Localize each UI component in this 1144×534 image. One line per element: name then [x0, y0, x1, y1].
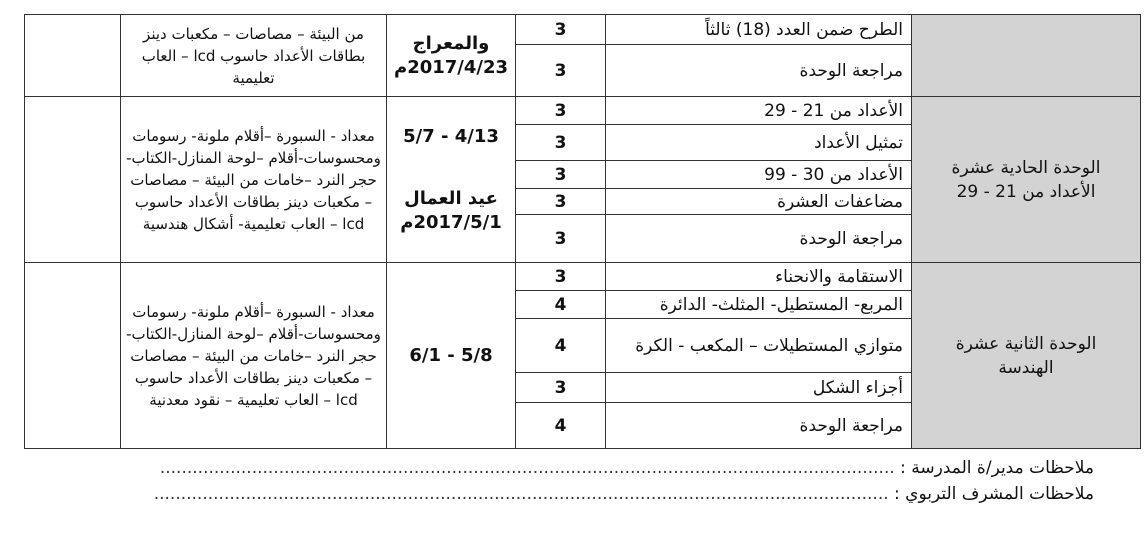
periods-cell: 3 — [516, 97, 606, 125]
supervisor-notes — [154, 484, 1094, 504]
principal-notes-label: ملاحظات مدير/ة المدرسة : — [900, 458, 1094, 478]
principal-notes-dots: ........................................................................................................................................ — [159, 458, 895, 478]
lesson-cell: مراجعة الوحدة — [606, 45, 912, 97]
date-line: 4/13 - 5/7 — [403, 125, 499, 147]
periods-cell: 3 — [516, 125, 606, 161]
periods-cell: 3 — [516, 161, 606, 189]
principal-notes — [160, 458, 1094, 478]
supervisor-notes-label: ملاحظات المشرف التربوي : — [894, 484, 1094, 504]
date-line: 2017/5/1م — [400, 211, 502, 233]
resources-cell: معداد - السبورة –أقلام ملونة- رسومات ومحسوسات-أقلام –لوحة المنازل-الكتاب- حجر النرد –خامات من البيئة – مصاصات – مكعبات دينز بطاقات الأعداد حاسوب lcd – العاب تعليمية- أشكال هندسية — [121, 97, 387, 263]
unit-cell — [912, 97, 1141, 263]
lesson-cell: المربع- المستطيل- المثلث- الدائرة — [606, 291, 912, 319]
lesson-cell: متوازي المستطيلات – المكعب - الكرة — [606, 319, 912, 373]
date-cell — [387, 15, 516, 97]
date-line: عيد العمال — [404, 187, 498, 209]
periods-cell: 3 — [516, 373, 606, 403]
table-row — [25, 263, 1141, 291]
date-line: والمعراج — [412, 32, 490, 54]
periods-cell: 3 — [516, 215, 606, 263]
unit-cell — [912, 15, 1141, 97]
lesson-cell: مراجعة الوحدة — [606, 215, 912, 263]
lesson-cell: الاستقامة والانحناء — [606, 263, 912, 291]
unit-cell — [912, 263, 1141, 449]
resources-cell: معداد - السبورة –أقلام ملونة- رسومات ومحسوسات-أقلام –لوحة المنازل-الكتاب- حجر النرد –خامات من البيئة – مصاصات – مكعبات دينز بطاقات الأعداد حاسوب lcd – العاب تعليمية – نقود معدنية — [121, 263, 387, 449]
periods-cell: 4 — [516, 291, 606, 319]
empty-cell — [25, 263, 121, 449]
resources-cell: من البيئة – مصاصات – مكعبات دينز بطاقات الأعداد حاسوب lcd – العاب تعليمية — [121, 15, 387, 97]
lesson-cell: الأعداد من 21 - 29 — [606, 97, 912, 125]
plan-table — [24, 14, 1141, 449]
table-row — [25, 97, 1141, 125]
supervisor-notes-dots: ........................................................................................................................................ — [153, 484, 889, 504]
lesson-cell: الطرح ضمن العدد (18) ثالثاً — [606, 15, 912, 45]
unit-subtitle: الهندسة — [998, 357, 1054, 378]
periods-cell: 3 — [516, 189, 606, 215]
empty-cell — [25, 97, 121, 263]
periods-cell: 3 — [516, 45, 606, 97]
lesson-cell: تمثيل الأعداد — [606, 125, 912, 161]
periods-cell: 3 — [516, 15, 606, 45]
unit-title: الوحدة الثانية عشرة — [955, 333, 1097, 354]
table-row — [25, 15, 1141, 45]
unit-subtitle: الأعداد من 21 - 29 — [956, 181, 1096, 202]
periods-cell: 3 — [516, 263, 606, 291]
empty-cell — [25, 15, 121, 97]
unit-title: الوحدة الحادية عشرة — [951, 157, 1101, 178]
lesson-cell: مراجعة الوحدة — [606, 403, 912, 449]
date-line: 2017/4/23م — [393, 56, 509, 78]
periods-cell: 4 — [516, 319, 606, 373]
date-cell — [387, 97, 516, 263]
lesson-cell: الأعداد من 30 - 99 — [606, 161, 912, 189]
date-cell: 5/8 - 6/1 — [387, 263, 516, 449]
lesson-cell: أجزاء الشكل — [606, 373, 912, 403]
periods-cell: 4 — [516, 403, 606, 449]
lesson-cell: مضاعفات العشرة — [606, 189, 912, 215]
